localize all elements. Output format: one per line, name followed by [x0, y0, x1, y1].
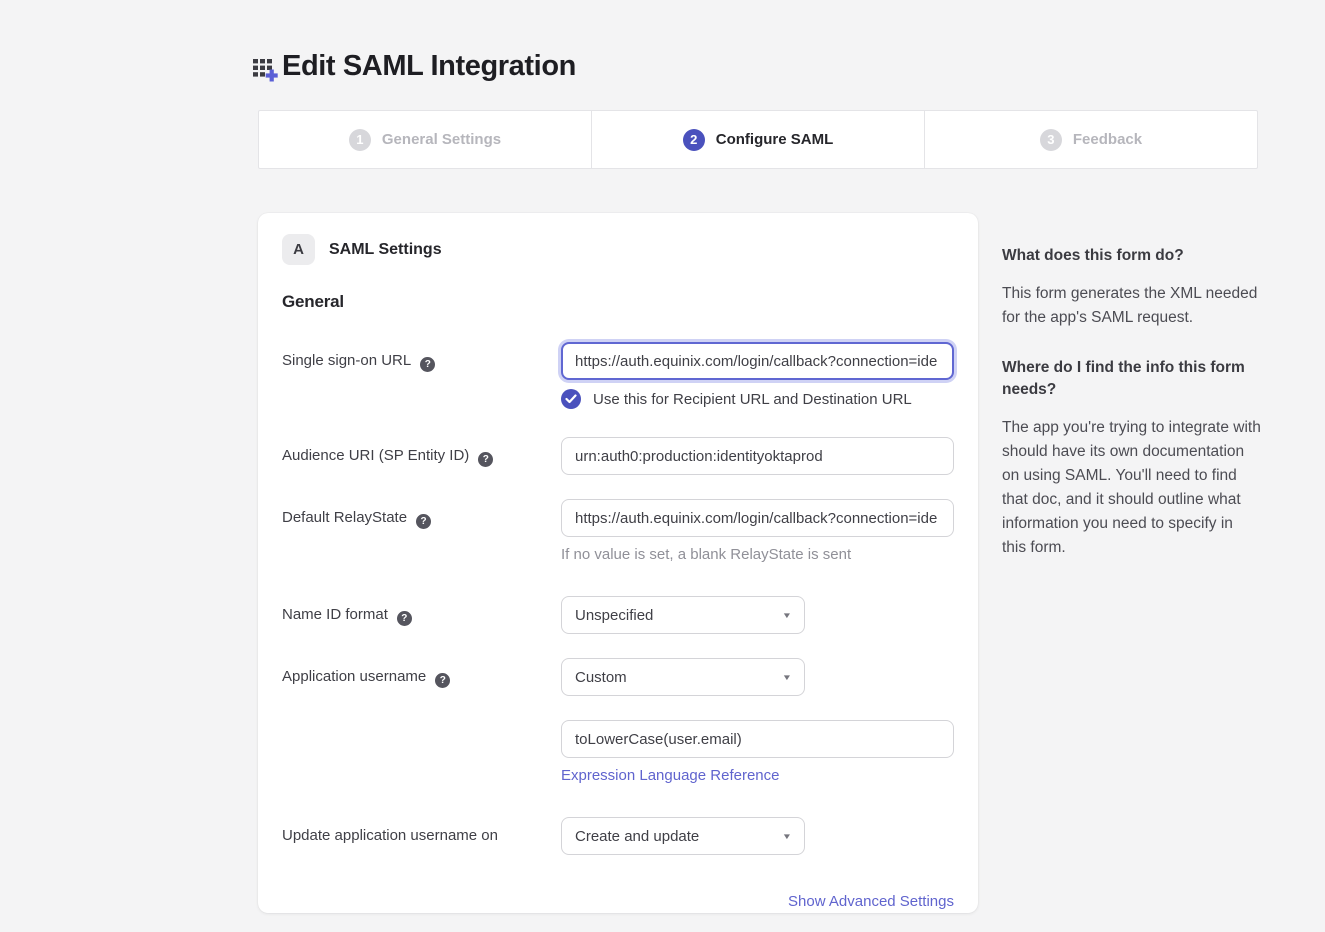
section-header — [282, 234, 954, 265]
help-icon[interactable]: ? — [478, 452, 493, 467]
chevron-down-icon: ▼ — [781, 831, 793, 841]
page-header — [252, 50, 576, 83]
chevron-down-icon: ▼ — [781, 672, 793, 682]
audience-uri-input[interactable] — [561, 437, 954, 475]
application-username-label-cell — [282, 658, 561, 696]
update-app-username-row — [282, 817, 954, 855]
help-icon[interactable]: ? — [416, 514, 431, 529]
wizard-stepper — [258, 110, 1258, 169]
recipient-url-checkbox-row — [561, 389, 954, 409]
update-app-username-value: Create and update — [575, 827, 700, 845]
help-body-form-purpose: This form generates the XML needed for the app's SAML request. — [1002, 285, 1258, 326]
saml-settings-card — [258, 213, 978, 913]
custom-expression-input[interactable] — [561, 720, 954, 758]
custom-expression-row — [282, 720, 954, 785]
page-title: Edit SAML Integration — [282, 50, 576, 82]
default-relaystate-label: Default RelayState — [282, 509, 408, 526]
name-id-format-label-cell — [282, 596, 561, 634]
step-configure-saml[interactable] — [591, 111, 924, 168]
update-app-username-label: Update application username on — [282, 827, 498, 844]
add-app-grid-icon — [252, 52, 280, 82]
step-label: General Settings — [381, 131, 502, 148]
step-feedback[interactable] — [924, 111, 1257, 168]
update-app-username-select[interactable] — [561, 817, 805, 855]
audience-uri-label: Audience URI (SP Entity ID) — [282, 447, 470, 464]
sso-url-row — [282, 342, 954, 409]
name-id-format-select[interactable] — [561, 596, 805, 634]
recipient-url-checkbox[interactable] — [561, 389, 581, 409]
relaystate-helper-text: If no value is set, a blank RelayState is sent — [561, 546, 852, 563]
default-relaystate-label-cell — [282, 499, 561, 563]
section-title: SAML Settings — [329, 240, 442, 258]
step-number-badge: 3 — [1040, 129, 1062, 151]
audience-uri-label-cell — [282, 437, 561, 475]
help-body-find-info: The app you're trying to integrate with should have its own documentation on using SAML. You'll need to find that doc, and it should outline what information you need to specify in this form. — [1002, 419, 1261, 556]
step-number-badge: 2 — [683, 129, 705, 151]
step-label: Feedback — [1072, 131, 1143, 148]
step-label: Configure SAML — [715, 131, 834, 148]
application-username-row — [282, 658, 954, 696]
section-a-badge: A — [282, 234, 315, 265]
help-icon[interactable]: ? — [435, 673, 450, 688]
name-id-format-value: Unspecified — [575, 606, 654, 624]
checkmark-icon — [565, 394, 577, 404]
advanced-settings-row — [282, 893, 954, 911]
help-heading-form-purpose: What does this form do? — [1002, 247, 1184, 264]
default-relaystate-row — [282, 499, 954, 563]
application-username-value: Custom — [575, 668, 627, 686]
help-sidebar — [1002, 245, 1261, 587]
sso-url-input[interactable] — [561, 342, 954, 380]
help-heading-find-info: Where do I find the info this form needs? — [1002, 359, 1245, 398]
step-number-badge: 1 — [349, 129, 371, 151]
help-icon[interactable]: ? — [420, 357, 435, 372]
name-id-format-row — [282, 596, 954, 634]
application-username-label: Application username — [282, 668, 427, 685]
application-username-select[interactable] — [561, 658, 805, 696]
audience-uri-row — [282, 437, 954, 475]
general-group-heading: General — [282, 292, 344, 311]
update-app-username-label-cell — [282, 817, 561, 855]
show-advanced-settings-link[interactable]: Show Advanced Settings — [788, 893, 954, 910]
chevron-down-icon: ▼ — [781, 610, 793, 620]
sso-url-label-cell — [282, 342, 561, 409]
custom-expression-label-cell — [282, 720, 561, 785]
step-general-settings[interactable] — [259, 111, 591, 168]
help-icon[interactable]: ? — [397, 611, 412, 626]
default-relaystate-input[interactable] — [561, 499, 954, 537]
recipient-url-checkbox-label: Use this for Recipient URL and Destination URL — [593, 390, 912, 408]
name-id-format-label: Name ID format — [282, 606, 388, 623]
sso-url-label: Single sign-on URL — [282, 352, 412, 369]
expression-language-reference-link[interactable]: Expression Language Reference — [561, 767, 780, 784]
